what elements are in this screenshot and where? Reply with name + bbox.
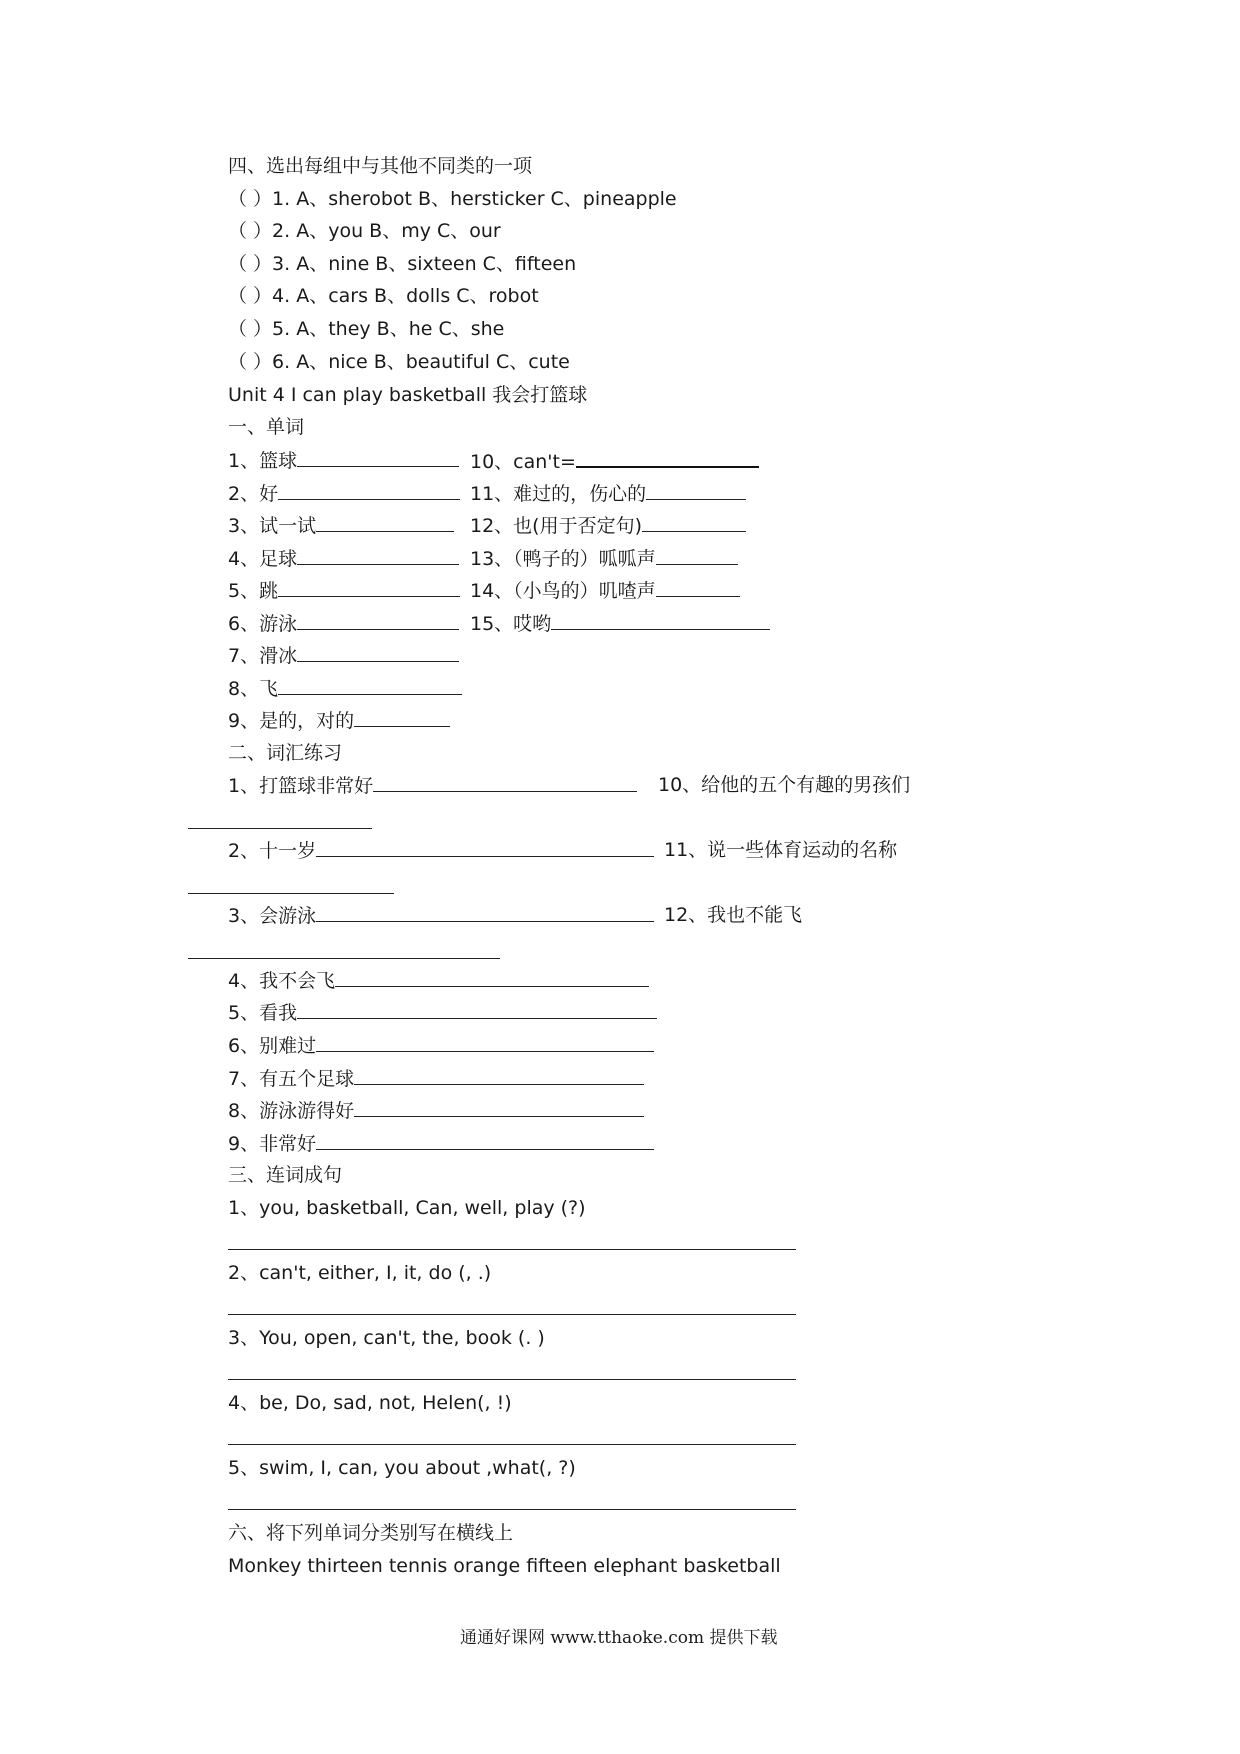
question-item: （ ）2. A、you B、my C、our [228,220,501,242]
vocab-item [228,1000,657,1025]
vocab-prompt: 6、别难过 [228,1035,317,1057]
word-prompt: 8、飞 [228,678,279,700]
word-prompt: 11、难过的，伤心的 [470,483,647,505]
answer-blank[interactable] [316,1033,654,1052]
answer-line[interactable] [228,1314,796,1315]
answer-line[interactable] [228,1509,796,1510]
vocab-item [228,1066,644,1091]
answer-blank[interactable] [297,1000,657,1019]
question-item: （ ）1. A、sherobot B、hersticker C、pineapple [228,188,677,210]
answer-blank[interactable] [656,546,738,565]
answer-blank[interactable] [316,513,454,532]
answer-blank[interactable] [297,546,459,565]
answer-blank[interactable] [354,708,450,727]
vocab-item [228,968,649,993]
answer-blank[interactable] [278,676,462,695]
answer-line[interactable] [228,1444,796,1445]
answer-line[interactable] [228,1249,796,1250]
section-heading: 六、将下列单词分类别写在横线上 [228,1522,514,1544]
question-item: （ ）4. A、cars B、dolls C、robot [228,285,539,307]
vocab-prompt: 8、游泳游得好 [228,1100,355,1122]
answer-blank[interactable] [335,968,649,987]
vocab-item: 12、我也不能飞 [664,904,803,926]
word-prompt: 9、是的，对的 [228,710,355,732]
vocab-prompt: 2、十一岁 [228,840,317,862]
vocab-item [228,903,654,928]
answer-blank[interactable] [316,1131,654,1150]
sentence-item: 5、swim, I, can, you about ,what(, ?) [228,1457,576,1479]
section-heading: 二、词汇练习 [228,742,343,764]
word-item [228,448,459,473]
word-item [228,481,460,506]
vocab-prompt: 5、看我 [228,1002,298,1024]
answer-blank[interactable] [188,958,500,959]
word-prompt: 13、（鸭子的）呱呱声 [470,548,656,570]
vocab-prompt: 7、有五个足球 [228,1068,355,1090]
answer-blank[interactable] [316,838,654,857]
word-prompt: 5、跳 [228,580,279,602]
section-heading: 四、选出每组中与其他不同类的一项 [228,155,533,177]
vocab-item [228,1033,654,1058]
word-item [228,676,462,701]
word-prompt: 1、篮球 [228,450,298,472]
vocab-prompt: 3、会游泳 [228,905,317,927]
word-item [228,546,459,571]
page-footer: 通通好课网 www.tthaoke.com 提供下载 [460,1628,778,1648]
question-item: （ ）5. A、they B、he C、she [228,318,505,340]
word-item [470,546,738,571]
word-prompt: 3、试一试 [228,515,317,537]
word-list: Monkey thirteen tennis orange fifteen elephant basketball [228,1555,781,1577]
vocab-prompt: 9、非常好 [228,1133,317,1155]
answer-blank[interactable] [354,1098,644,1117]
vocab-item [228,773,637,798]
vocab-prompt: 4、我不会飞 [228,970,336,992]
question-item: （ ）6. A、nice B、beautiful C、cute [228,351,570,373]
unit-title: Unit 4 I can play basketball 我会打篮球 [228,384,588,406]
vocab-item: 11、说一些体育运动的名称 [664,839,898,861]
section-heading: 一、单词 [228,416,305,438]
word-prompt: 14、（小鸟的）叽喳声 [470,580,656,602]
answer-line[interactable] [228,1379,796,1380]
word-item [470,513,746,538]
answer-blank[interactable] [297,643,459,662]
answer-blank[interactable] [551,611,770,630]
word-item [470,448,759,474]
word-prompt: 12、也(用于否定句) [470,515,643,537]
answer-blank[interactable] [297,611,459,630]
answer-blank[interactable] [656,578,740,597]
vocab-item [228,838,654,863]
section-heading: 三、连词成句 [228,1164,343,1186]
word-prompt: 10、can't= [470,451,576,473]
vocab-item [228,1098,644,1123]
answer-blank[interactable] [297,448,459,467]
word-item [228,708,450,733]
answer-blank[interactable] [188,893,394,894]
vocab-prompt: 1、打篮球非常好 [228,775,374,797]
word-item [228,611,459,636]
word-item [470,578,740,603]
sentence-item: 2、can't, either, I, it, do (, .) [228,1262,492,1284]
answer-blank[interactable] [354,1066,644,1085]
answer-blank[interactable] [373,773,637,792]
word-item [470,611,770,636]
word-item [228,643,459,668]
word-prompt: 6、游泳 [228,613,298,635]
word-prompt: 2、好 [228,483,279,505]
answer-blank[interactable] [576,448,759,468]
vocab-item [228,1131,654,1156]
vocab-item: 10、给他的五个有趣的男孩们 [658,774,911,796]
answer-blank[interactable] [278,481,460,500]
word-prompt: 7、滑冰 [228,645,298,667]
answer-blank[interactable] [642,513,746,532]
answer-blank[interactable] [188,828,372,829]
word-prompt: 4、足球 [228,548,298,570]
sentence-item: 3、You, open, can't, the, book (. ) [228,1327,545,1349]
word-prompt: 15、哎哟 [470,613,552,635]
question-item: （ ）3. A、nine B、sixteen C、fifteen [228,253,577,275]
answer-blank[interactable] [278,578,460,597]
answer-blank[interactable] [646,481,746,500]
word-item [228,578,460,603]
word-item [470,481,746,506]
sentence-item: 1、you, basketball, Can, well, play (?) [228,1197,586,1219]
word-item [228,513,454,538]
sentence-item: 4、be, Do, sad, not, Helen(, !) [228,1392,512,1414]
answer-blank[interactable] [316,903,654,922]
